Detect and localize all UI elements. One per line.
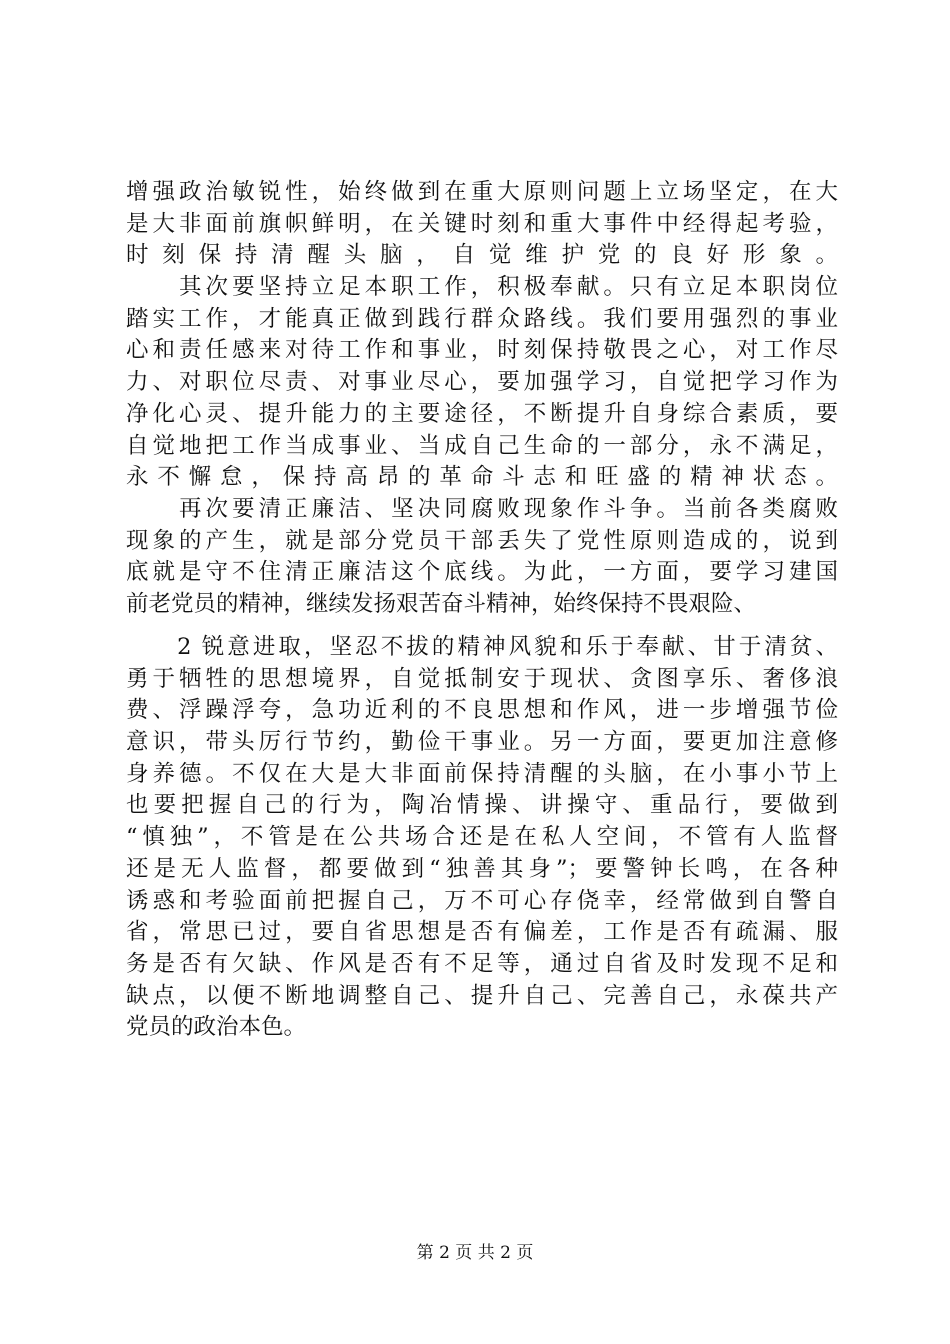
text-line: 也要把握自己的行为，陶冶情操、讲操守、重品行，要做到 <box>126 792 838 819</box>
text-line: “慎独”，不管是在公共场合还是在私人空间，不管有人监督 <box>126 824 838 851</box>
text-line: 力、对职位尽责、对事业尽心，要加强学习，自觉把学习作为 <box>126 369 838 396</box>
text-block-upper <box>126 177 838 621</box>
text-line: 时刻保持清醒头脑，自觉维护党的良好形象。 <box>126 242 838 269</box>
text-line: 身养德。不仅在大是大非面前保持清醒的头脑，在小事小节上 <box>126 760 838 787</box>
text-line: 再次要清正廉洁、坚决同腐败现象作斗争。当前各类腐败 <box>126 495 838 522</box>
text-line: 诱惑和考验面前把握自己，万不可心存侥幸，经常做到自警自 <box>126 887 838 914</box>
text-line: 心和责任感来对待工作和事业，时刻保持敬畏之心，对工作尽 <box>126 337 838 364</box>
text-block-lower <box>126 632 838 1044</box>
text-line: 务是否有欠缺、作风是否有不足等，通过自省及时发现不足和 <box>126 950 838 977</box>
text-line: 永不懈怠，保持高昂的革命斗志和旺盛的精神状态。 <box>126 464 838 491</box>
text-line: 净化心灵、提升能力的主要途径，不断提升自身综合素质，要 <box>126 400 838 427</box>
text-line: 意识，带头厉行节约，勤俭干事业。另一方面，要更加注意修 <box>126 729 838 756</box>
text-line: 踏实工作，才能真正做到践行群众路线。我们要用强烈的事业 <box>126 305 838 332</box>
page-footer: 第 2 页 共 2 页 <box>416 1243 534 1263</box>
text-line: 自觉地把工作当成事业、当成自己生命的一部分，永不满足， <box>126 432 838 459</box>
text-line: 现象的产生，就是部分党员干部丢失了党性原则造成的，说到 <box>126 527 838 554</box>
text-line: 增强政治敏锐性，始终做到在重大原则问题上立场坚定，在大 <box>126 179 838 205</box>
text-line: 缺点，以便不断地调整自己、提升自己、完善自己，永葆共产 <box>126 982 838 1009</box>
text-line: 勇于牺牲的思想境界，自觉抵制安于现状、贪图享乐、奢侈浪 <box>126 665 838 692</box>
text-line: 前老党员的精神，继续发扬艰苦奋斗精神，始终保持不畏艰险、 <box>126 590 757 617</box>
text-line: 费、浮躁浮夸，急功近利的不良思想和作风，进一步增强节俭 <box>126 697 838 724</box>
text-line: 还是无人监督，都要做到“独善其身”；要警钟长鸣，在各种 <box>126 855 838 882</box>
text-line: 其次要坚持立足本职工作，积极奉献。只有立足本职岗位 <box>126 274 838 301</box>
text-line: 是大非面前旗帜鲜明，在关键时刻和重大事件中经得起考验， <box>126 210 838 237</box>
text-line: 省，常思已过，要自省思想是否有偏差，工作是否有疏漏、服 <box>126 919 838 946</box>
text-line: 底就是守不住清正廉洁这个底线。为此，一方面，要学习建国 <box>126 559 838 586</box>
text-line: 2 锐意进取，坚忍不拔的精神风貌和乐于奉献、甘于清贫、 <box>126 634 838 660</box>
text-line: 党员的政治本色。 <box>126 1014 307 1041</box>
